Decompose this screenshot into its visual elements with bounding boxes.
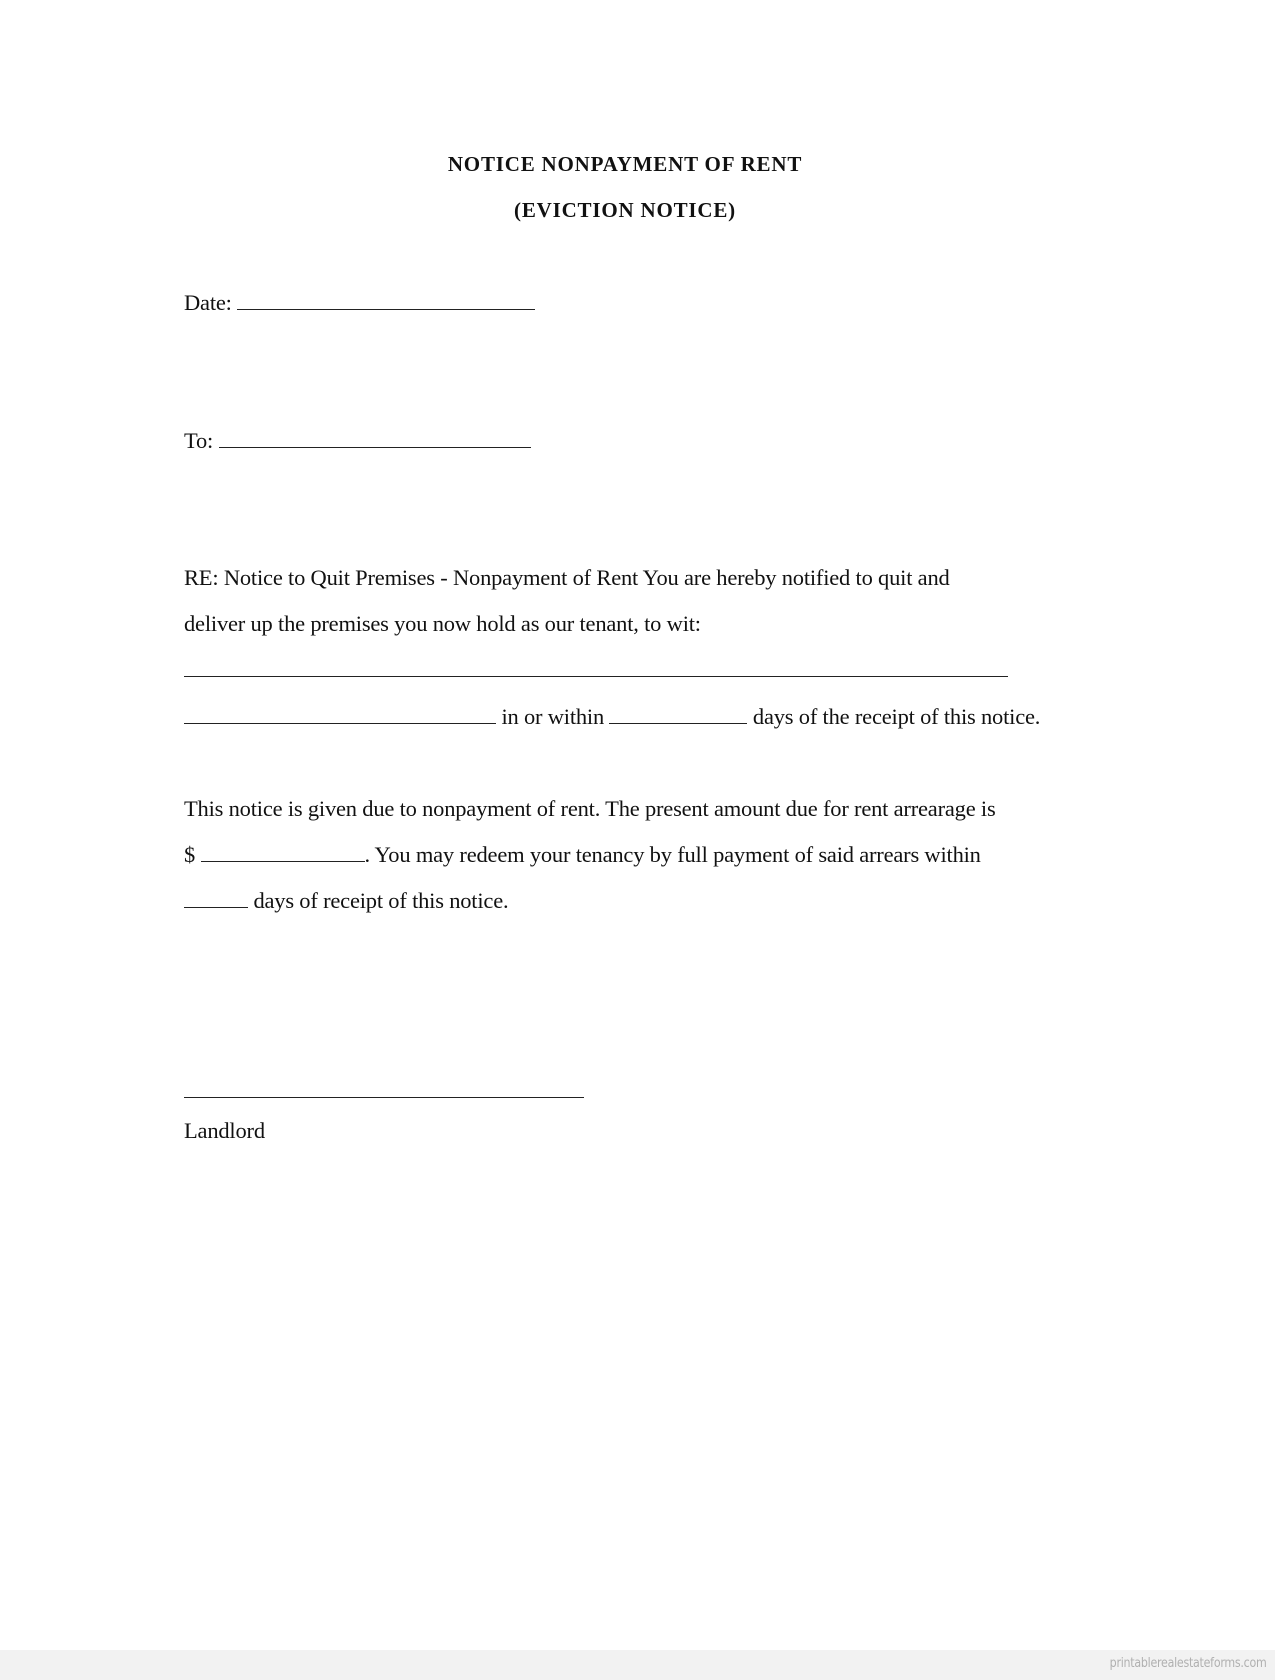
arrears-line-1: This notice is given due to nonpayment of rent. The present amount due for rent arrearage is [184,796,996,821]
re-line-2: deliver up the premises you now hold as our tenant, to wit: [184,611,701,636]
footer-bar [0,1650,1275,1680]
amount-blank[interactable] [201,860,365,862]
signature-row [184,1078,584,1104]
signature-blank[interactable] [184,1096,584,1098]
to-row [184,428,531,454]
document-title: NOTICE NONPAYMENT OF RENT [447,152,803,176]
arrears-line-2: . You may redeem your tenancy by full payment of said arrears within [364,842,981,867]
within-text: in or within [501,704,605,729]
re-line-1: RE: Notice to Quit Premises - Nonpayment of Rent You are hereby notified to quit and [184,565,950,590]
days-blank[interactable] [609,722,747,724]
arrears-row-2 [184,842,981,868]
date-blank[interactable] [237,308,535,310]
to-label: To: [184,428,214,453]
redeem-days-blank[interactable] [184,906,248,908]
premises-blank-2[interactable] [184,722,496,724]
arrears-line-3: days of receipt of this notice. [253,888,509,913]
premises-row-2 [184,704,1040,730]
date-label: Date: [184,290,232,315]
date-row [184,290,535,316]
signature-label: Landlord [184,1118,265,1143]
dollar-sign: $ [184,842,196,867]
days-receipt-text: days of the receipt of this notice. [752,704,1041,729]
to-blank[interactable] [219,446,531,448]
arrears-row-3 [184,888,508,914]
premises-row [184,657,1008,683]
footer-watermark: printablerealestateforms.com [1110,1656,1267,1671]
premises-blank[interactable] [184,675,1008,677]
document-subtitle: (EVICTION NOTICE) [514,198,736,222]
